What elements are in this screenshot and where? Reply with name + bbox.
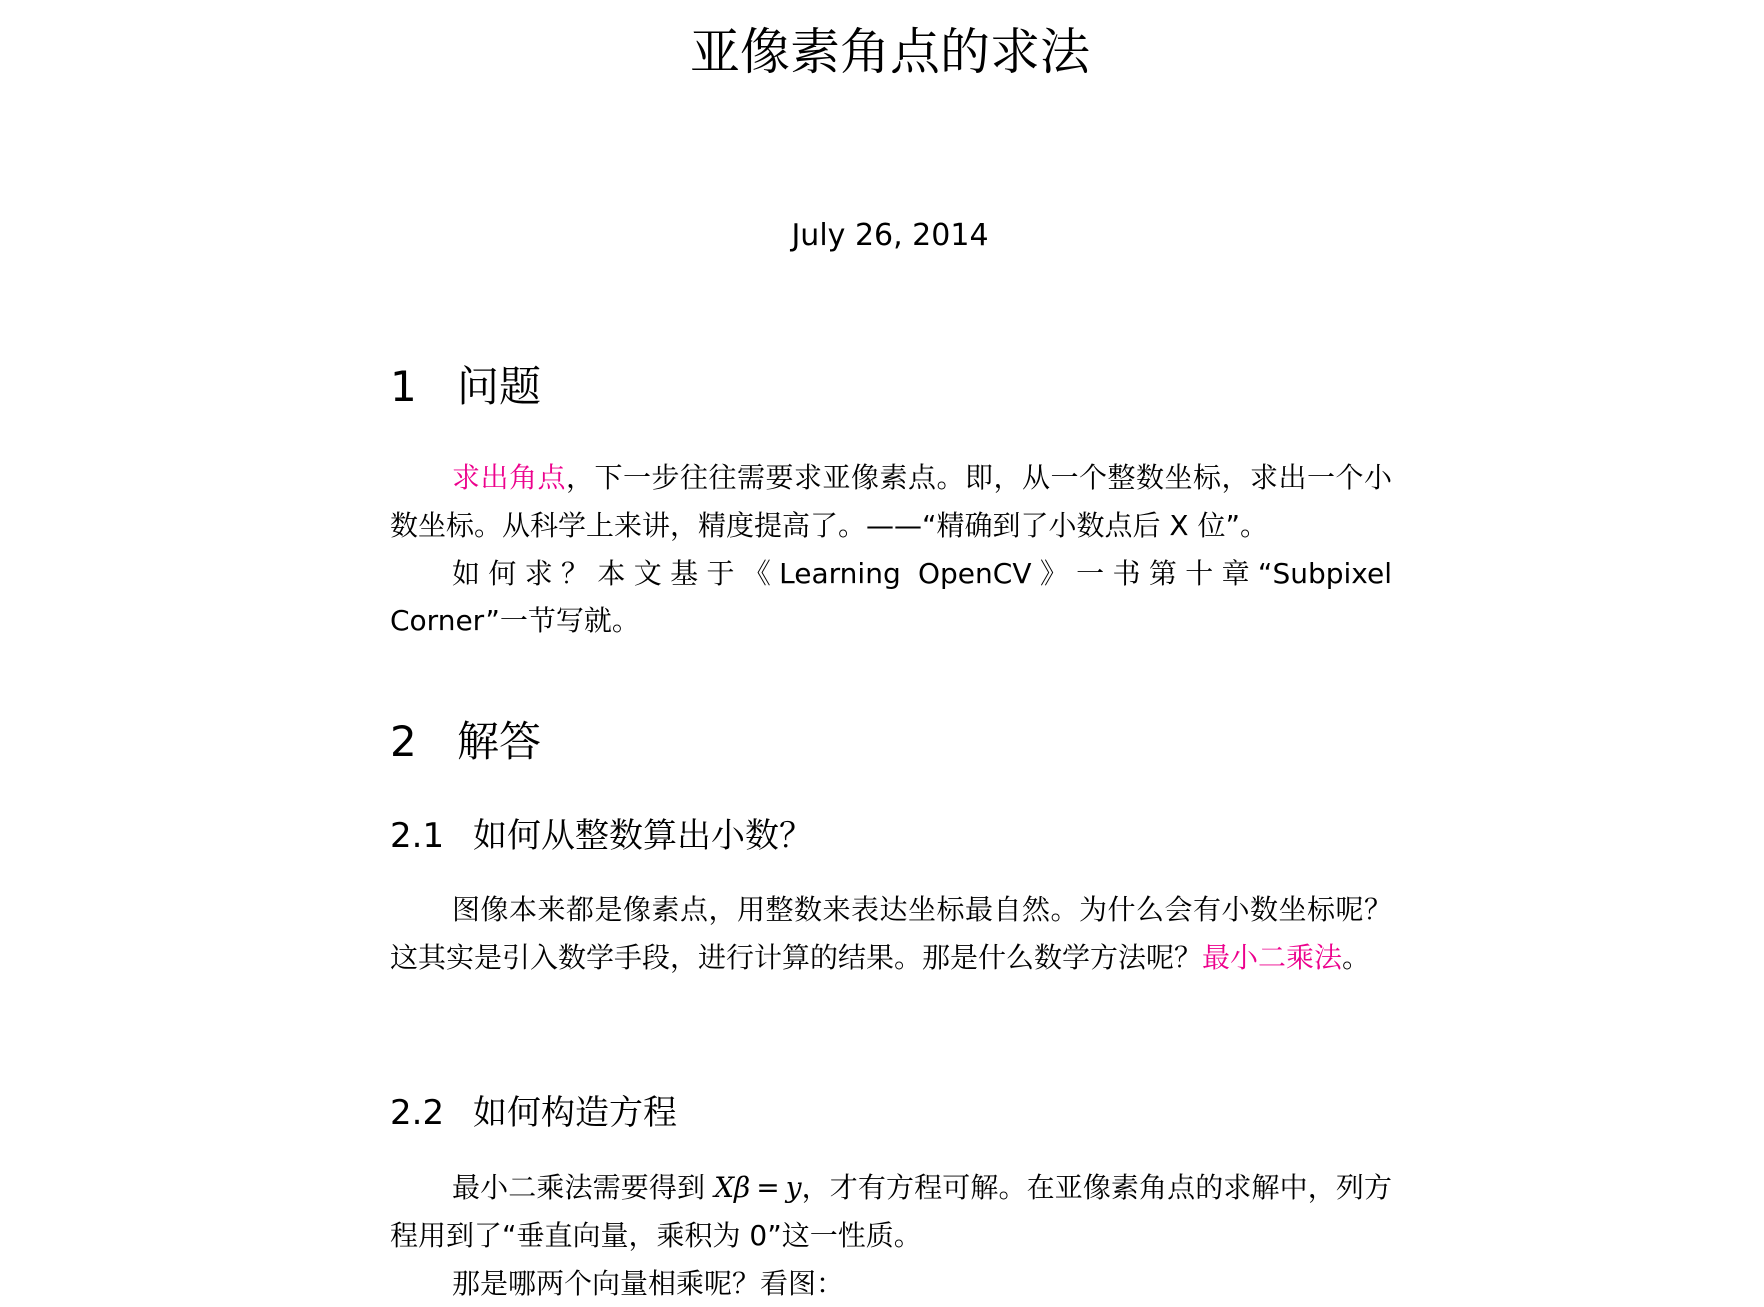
equation-inline: Xβ = y: [714, 1171, 802, 1204]
paragraph: 图像本来都是像素点，用整数来表达坐标最自然。为什么会有小数坐标呢？这其实是引入数学手段，进行计算的结果。那是什么数学方法呢？最小二乘法。: [390, 893, 1392, 974]
subsection-number: 2.2: [390, 1093, 445, 1133]
document-date: July 26, 2014: [791, 218, 989, 253]
section-heading-1: [390, 361, 541, 413]
subsection-title: 如何构造方程: [473, 1093, 677, 1133]
least-squares-link[interactable]: 最小二乘法: [1202, 940, 1343, 974]
document-title: 亚像素角点的求法: [690, 23, 1090, 81]
paragraph: 如何求？本文基于《Learning OpenCV》一书第十章“Subpixel Corner”一节写就。: [390, 556, 1392, 638]
corner-detection-link[interactable]: 求出角点: [452, 461, 566, 494]
section-number: 2: [390, 717, 417, 766]
subsection-number: 2.1: [390, 816, 445, 856]
subsection-heading-2-2: [390, 1091, 677, 1135]
paragraph: 那是哪两个向量相乘呢？看图：: [452, 1266, 845, 1300]
subsection-2-2-body: [390, 1164, 1392, 1307]
section-1-body: [390, 454, 1392, 645]
subsection-heading-2-1: [390, 814, 813, 858]
subsection-title: 如何从整数算出小数？: [473, 816, 813, 856]
section-title: 解答: [457, 717, 542, 766]
section-heading-2: [390, 716, 541, 768]
subsection-2-1-body: [390, 886, 1392, 982]
paragraph: 最小二乘法需要得到 Xβ = y，才有方程可解。在亚像素角点的求解中，列方程用到了“垂直向量，乘积为 0”这一性质。: [390, 1171, 1392, 1252]
paragraph: 求出角点，下一步往往需要求亚像素点。即，从一个整数坐标，求出一个小数坐标。从科学上来讲，精度提高了。——“精确到了小数点后 X 位”。: [390, 461, 1392, 542]
section-title: 问题: [457, 362, 542, 411]
section-number: 1: [390, 362, 417, 411]
